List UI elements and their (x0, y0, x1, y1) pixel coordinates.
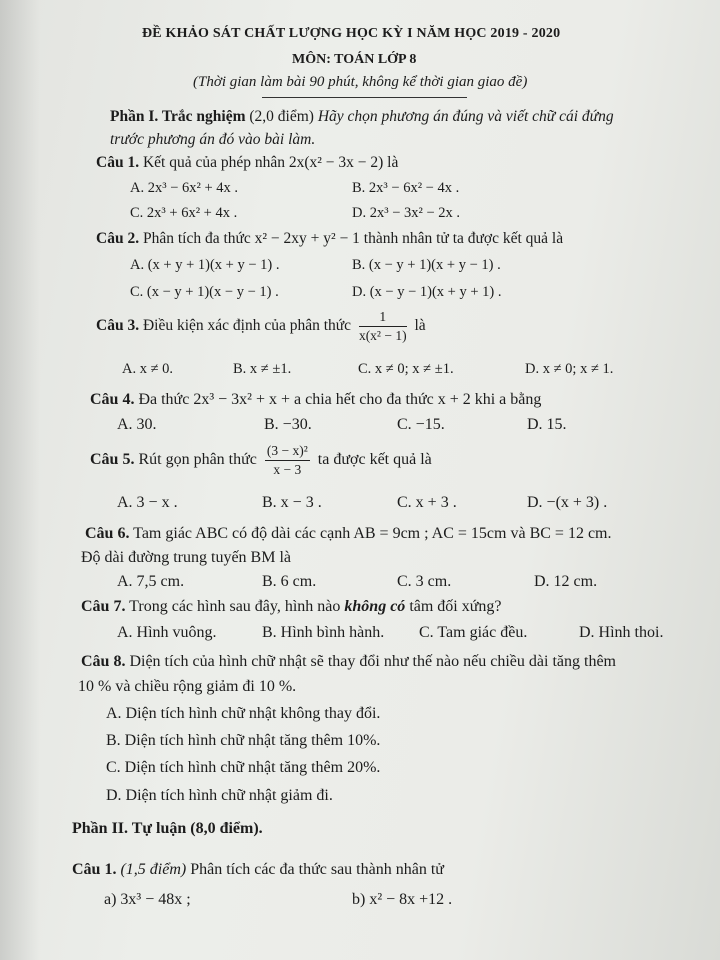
q2-option-d: D. (x − y − 1)(x + y + 1) . (352, 284, 502, 300)
q7-option-d: D. Hình thoi. (579, 624, 664, 641)
q5-fraction (265, 443, 310, 478)
part1-heading: Phần I. Trắc nghiệm (110, 108, 246, 125)
part2-q1-item-a: a) 3x³ − 48x ; (104, 891, 191, 908)
question-8-label: Câu 8. (81, 653, 126, 670)
q4-option-c: C. −15. (397, 416, 445, 433)
part1-instruction-line1 (110, 108, 614, 126)
q6-option-b: B. 6 cm. (262, 573, 317, 590)
part1-instruction-line2: trước phương án đó vào bài làm. (110, 131, 316, 148)
q1-option-a: A. 2x³ − 6x² + 4x . (130, 180, 239, 196)
q6-option-c: C. 3 cm. (397, 573, 452, 590)
q6-option-a: A. 7,5 cm. (117, 573, 185, 590)
part1-points: (2,0 điểm) (249, 108, 314, 125)
q3-fraction-numerator: 1 (359, 309, 407, 327)
question-5-text: Rút gọn phân thức (138, 451, 257, 469)
question-7-text-end: tâm đối xứng? (409, 598, 502, 615)
question-5 (90, 443, 432, 478)
q5-fraction-numerator: (3 − x)² (265, 443, 310, 461)
photo-shadow (0, 0, 40, 960)
q3-fraction (359, 309, 407, 344)
header-underline (262, 97, 467, 98)
q1-option-d: D. 2x³ − 3x² − 2x . (352, 205, 461, 221)
question-1 (96, 154, 398, 172)
q3-option-a: A. x ≠ 0. (122, 361, 174, 377)
question-3-text: Điều kiện xác định của phân thức (142, 317, 352, 335)
part1-instruction: Hãy chọn phương án đúng và viết chữ cái đứng (317, 108, 614, 125)
q1-option-c: C. 2x³ + 6x² + 4x . (130, 205, 238, 221)
q8-option-d: D. Diện tích hình chữ nhật giảm đi. (106, 787, 333, 804)
question-3-tail: là (414, 317, 426, 335)
q4-option-b: B. −30. (264, 416, 312, 433)
q5-option-b: B. x − 3 . (262, 494, 322, 511)
exam-title: ĐỀ KHẢO SÁT CHẤT LƯỢNG HỌC KỲ I NĂM HỌC 2019 - 2020 (142, 26, 561, 41)
part2-q1-item-b: b) x² − 8x +12 . (352, 891, 453, 908)
q5-option-a: A. 3 − x . (117, 494, 178, 511)
question-8-text-line2: 10 % và chiều rộng giảm đi 10 %. (78, 678, 297, 695)
exam-subject: MÔN: TOÁN LỚP 8 (292, 52, 417, 67)
part2-question-1-label: Câu 1. (72, 861, 117, 878)
question-5-label: Câu 5. (90, 451, 135, 469)
part2-question-1-text: Phân tích các đa thức sau thành nhân tử (190, 861, 444, 878)
q3-fraction-denominator: x(x² − 1) (358, 328, 407, 343)
q8-option-c: C. Diện tích hình chữ nhật tăng thêm 20%. (106, 759, 381, 776)
question-6-text-line2: Độ dài đường trung tuyến BM là (81, 549, 291, 566)
part2-question-1-points: (1,5 điểm) (120, 861, 187, 878)
question-3 (96, 309, 426, 344)
q6-option-d: D. 12 cm. (534, 573, 598, 590)
question-8 (81, 653, 616, 671)
question-7-emphasis: không có (344, 598, 406, 615)
q5-fraction-denominator: x − 3 (273, 462, 302, 477)
question-3-label: Câu 3. (96, 317, 140, 335)
question-4-text: Đa thức 2x³ − 3x² + x + a chia hết cho đa thức x + 2 khi a bằng (138, 391, 542, 408)
q8-option-b: B. Diện tích hình chữ nhật tăng thêm 10%. (106, 732, 381, 749)
question-7-label: Câu 7. (81, 598, 126, 615)
q4-option-d: D. 15. (527, 416, 567, 433)
question-2 (96, 230, 563, 248)
q5-option-d: D. −(x + 3) . (527, 494, 608, 511)
question-4 (90, 391, 541, 409)
question-7-text: Trong các hình sau đây, hình nào (129, 598, 341, 615)
question-7 (81, 598, 502, 616)
q3-option-b: B. x ≠ ±1. (233, 361, 292, 377)
question-6-text: Tam giác ABC có độ dài các cạnh AB = 9cm ; AC = 15cm và BC = 12 cm. (133, 525, 612, 542)
exam-time: (Thời gian làm bài 90 phút, không kể thời gian giao đề) (193, 74, 528, 90)
q5-option-c: C. x + 3 . (397, 494, 457, 511)
question-5-tail: ta được kết quả là (317, 451, 432, 469)
question-2-label: Câu 2. (96, 230, 140, 247)
question-6-label: Câu 6. (85, 525, 130, 542)
question-4-label: Câu 4. (90, 391, 135, 408)
q7-option-a: A. Hình vuông. (117, 624, 217, 641)
question-2-text: Phân tích đa thức x² − 2xy + y² − 1 thành nhân tử ta được kết quả là (142, 230, 564, 247)
question-1-text: Kết quả của phép nhân 2x(x² − 3x − 2) là (142, 154, 399, 171)
part2-heading: Phần II. Tự luận (8,0 điểm). (72, 820, 263, 837)
q7-option-b: B. Hình bình hành. (262, 624, 385, 641)
q2-option-c: C. (x − y + 1)(x − y − 1) . (130, 284, 279, 300)
q3-option-c: C. x ≠ 0; x ≠ ±1. (358, 361, 454, 377)
q7-option-c: C. Tam giác đều. (419, 624, 528, 641)
question-6 (85, 525, 611, 543)
q2-option-b: B. (x − y + 1)(x + y − 1) . (352, 257, 501, 273)
q4-option-a: A. 30. (117, 416, 157, 433)
q3-option-d: D. x ≠ 0; x ≠ 1. (525, 361, 614, 377)
q1-option-b: B. 2x³ − 6x² − 4x . (352, 180, 460, 196)
q8-option-a: A. Diện tích hình chữ nhật không thay đổi. (106, 705, 381, 722)
part2-question-1 (72, 861, 444, 879)
question-8-text: Diện tích của hình chữ nhật sẽ thay đổi như thế nào nếu chiều dài tăng thêm (129, 653, 616, 670)
question-1-label: Câu 1. (96, 154, 140, 171)
q2-option-a: A. (x + y + 1)(x + y − 1) . (130, 257, 280, 273)
